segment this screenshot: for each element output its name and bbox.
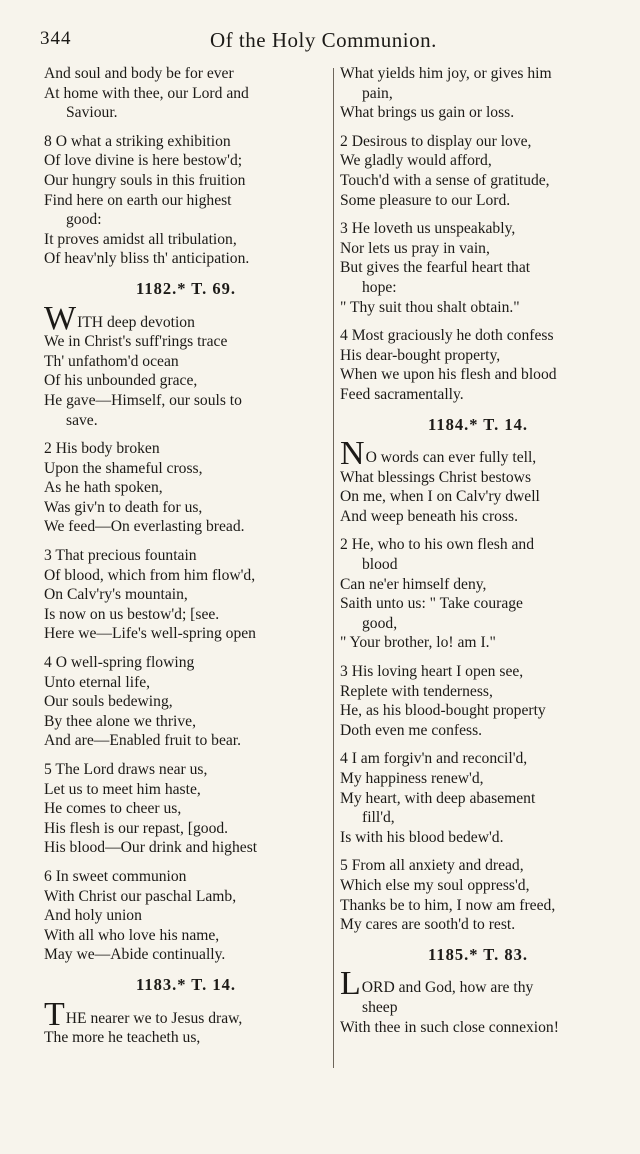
verse-line: Find here on earth our highest [44, 191, 232, 209]
verse-line: What yields him joy, or gives him [340, 65, 552, 82]
verse-line: sheep [362, 998, 398, 1016]
verse-line: My cares are sooth'd to rest. [340, 916, 516, 934]
verse-line: 2 Desirous to display our love, [340, 132, 532, 150]
verse-line: And weep beneath his cross. [340, 507, 518, 525]
verse-line: With all who love his name, [44, 926, 220, 944]
verse-line: He gave—Himself, our souls to [44, 391, 242, 409]
verse-line: Our hungry souls in this fruition [44, 171, 246, 189]
verse-line: His dear-bought property, [340, 346, 501, 364]
verse-line: 3 His loving heart I open see, [340, 663, 524, 681]
verse-line: On Calv'ry's mountain, [44, 586, 188, 604]
verse-line: save. [66, 411, 98, 429]
hymn-1183-stanza-2 [340, 132, 616, 210]
verse-line-first [44, 995, 328, 1033]
verse-line: My heart, with deep abasement [340, 789, 536, 807]
hymn-heading-1183: 1183.* T. 14. [136, 974, 236, 994]
verse-line: 5 From all anxiety and dread, [340, 857, 524, 875]
verse-line: What blessings Christ bestows [340, 468, 532, 486]
left-column [44, 64, 328, 1057]
hymn-1182-stanza-4 [44, 653, 328, 751]
verse-line: Unto eternal life, [44, 673, 151, 691]
verse-line: 4 I am forgiv'n and reconcil'd, [340, 750, 528, 768]
verse-line: Which else my soul oppress'd, [340, 876, 530, 894]
column-divider [333, 68, 334, 1068]
hymn-1183-stanza-1 [44, 995, 328, 1048]
first-line-rest: HE nearer we to Jesus draw, [65, 1009, 243, 1027]
drop-capital: L [340, 965, 361, 1003]
verse-line: And holy union [44, 907, 142, 925]
verse-line: Upon the shameful cross, [44, 459, 203, 477]
verse-line: His flesh is our repast, [good. [44, 819, 229, 837]
verse-line: Is with his blood bedew'd. [340, 828, 504, 846]
verse-line: Touch'd with a sense of gratitude, [340, 171, 550, 189]
verse-line: 4 Most graciously he doth confess [340, 327, 554, 345]
verse-line: Of his unbounded grace, [44, 372, 198, 390]
verse-line: It proves amidst all tribulation, [44, 230, 237, 248]
verse-line: Some pleasure to our Lord. [340, 191, 511, 209]
verse-line-first [340, 965, 616, 1003]
verse-line: By thee alone we thrive, [44, 712, 196, 730]
verse-line: Is now on us bestow'd; [see. [44, 605, 220, 623]
hymn-heading-1184: 1184.* T. 14. [428, 414, 528, 434]
first-line-rest: ORD and God, how are thy [361, 979, 534, 997]
verse-line: And soul and body be for ever [44, 65, 234, 82]
verse-line: He comes to cheer us, [44, 800, 182, 818]
verse-line: Th' unfathom'd ocean [44, 352, 179, 370]
verse-line: 2 He, who to his own flesh and [340, 536, 535, 554]
hymn-1184-stanza-4 [340, 749, 616, 847]
verse-line: fill'd, [362, 809, 395, 827]
verse-line: Saith unto us: " Take courage [340, 595, 523, 613]
verse-line: He, as his blood-bought property [340, 702, 546, 720]
verse-line: Of love divine is here bestow'd; [44, 152, 243, 170]
verse-line: Our souls bedewing, [44, 693, 173, 711]
hymn-1184-stanza-2 [340, 535, 616, 653]
verse-line: What brings us gain or loss. [340, 104, 515, 122]
verse-line: hope: [362, 278, 397, 296]
verse-line: 2 His body broken [44, 440, 160, 458]
hymn-heading-1182: 1182.* T. 69. [136, 278, 236, 298]
verse-line: " Thy suit thou shalt obtain." [340, 298, 520, 316]
hymn-1182-stanza-1 [44, 299, 328, 431]
verse-line: With thee in such close connexion! [340, 1018, 559, 1036]
verse-line: 3 That precious fountain [44, 547, 197, 565]
page-header [40, 24, 620, 54]
verse-line: We feed—On everlasting bread. [44, 518, 245, 536]
verse-line: Here we—Life's well-spring open [44, 625, 256, 643]
verse-line: We gladly would afford, [340, 152, 492, 170]
hymn-1184-stanza-5 [340, 856, 616, 934]
verse-line: 6 In sweet communion [44, 867, 187, 885]
verse-line: As he hath spoken, [44, 479, 163, 497]
verse-line-first [44, 299, 328, 337]
verse-line: We in Christ's suff'rings trace [44, 333, 228, 351]
verse-line: pain, [362, 84, 393, 102]
verse-line: Of heav'nly bliss th' anticipation. [44, 250, 250, 268]
hymn-1182-stanza-5 [44, 760, 328, 858]
verse-line: Was giv'n to death for us, [44, 498, 203, 516]
verse-line: " Your brother, lo! am I." [340, 634, 496, 652]
right-column [340, 64, 616, 1046]
verse-line: With Christ our paschal Lamb, [44, 887, 237, 905]
verse-line-first [340, 435, 616, 473]
stanza-8 [44, 132, 328, 269]
verse-line: blood [362, 556, 398, 574]
verse-line: And are—Enabled fruit to bear. [44, 732, 242, 750]
hymn-1183-stanza-1-cont [340, 64, 616, 123]
verse-line: 3 He loveth us unspeakably, [340, 220, 516, 238]
verse-line: Replete with tenderness, [340, 682, 493, 700]
verse-line: Can ne'er himself deny, [340, 575, 487, 593]
stanza-continued [44, 64, 328, 123]
verse-line: But gives the fearful heart that [340, 259, 531, 277]
verse-line: Saviour. [66, 104, 118, 122]
hymn-1182-stanza-2 [44, 439, 328, 537]
hymn-1183-stanza-4 [340, 326, 616, 404]
verse-line: good, [362, 614, 398, 632]
verse-line: Of blood, which from him flow'd, [44, 566, 256, 584]
verse-line: 8 O what a striking exhibition [44, 132, 231, 150]
verse-line: 5 The Lord draws near us, [44, 761, 208, 778]
verse-line: The more he teacheth us, [44, 1029, 201, 1047]
page-number: 344 [40, 28, 72, 49]
drop-capital: N [340, 435, 365, 473]
verse-line: His blood—Our drink and highest [44, 839, 258, 857]
hymn-1182-stanza-3 [44, 546, 328, 644]
verse-line: Feed sacramentally. [340, 385, 464, 403]
verse-line: Doth even me confess. [340, 721, 483, 739]
hymn-1183-stanza-3 [340, 219, 616, 317]
first-line-rest: ITH deep devotion [77, 313, 195, 331]
verse-line: On me, when I on Calv'ry dwell [340, 488, 540, 506]
drop-capital: W [44, 299, 77, 337]
drop-capital: T [44, 995, 65, 1033]
verse-line: good: [66, 211, 102, 229]
verse-line: When we upon his flesh and blood [340, 366, 557, 384]
running-title: Of the Holy Communion. [210, 28, 437, 52]
hymn-heading-1185: 1185.* T. 83. [428, 944, 528, 964]
verse-line: May we—Abide continually. [44, 946, 226, 964]
hymn-1185-stanza-1 [340, 965, 616, 1037]
first-line-rest: O words can ever fully tell, [365, 449, 537, 467]
verse-line: 4 O well-spring flowing [44, 654, 195, 672]
hymn-1184-stanza-3 [340, 662, 616, 740]
verse-line: Nor lets us pray in vain, [340, 239, 490, 257]
verse-line: Let us to meet him haste, [44, 780, 201, 798]
verse-line: My happiness renew'd, [340, 770, 484, 787]
hymn-1182-stanza-6 [44, 867, 328, 965]
verse-line: Thanks be to him, I now am freed, [340, 896, 556, 914]
verse-line: At home with thee, our Lord and [44, 84, 249, 102]
hymn-1184-stanza-1 [340, 435, 616, 526]
